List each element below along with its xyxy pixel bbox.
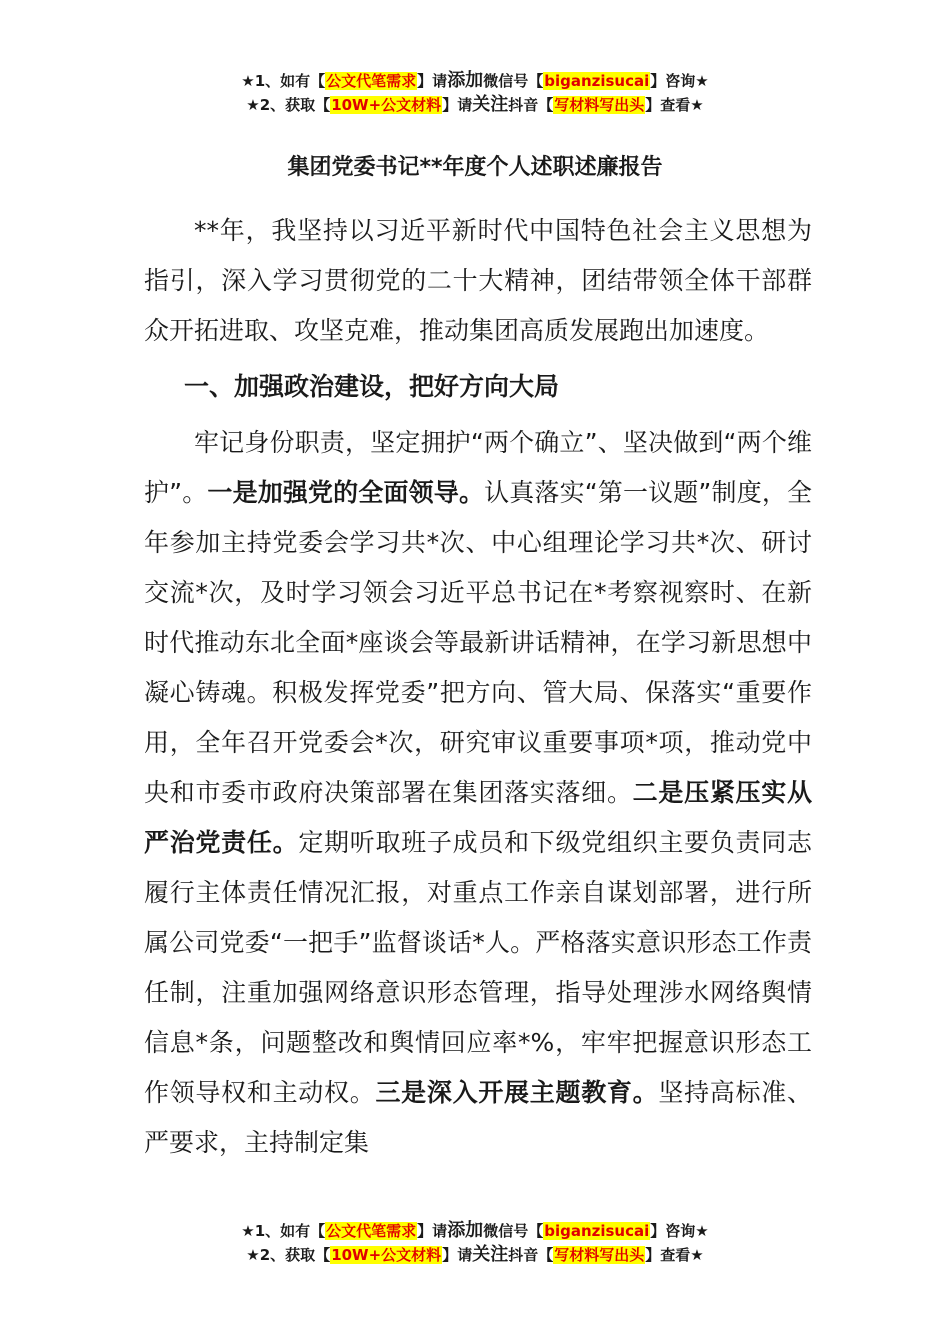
highlight-materials: 10W+公文材料 bbox=[331, 1246, 442, 1264]
banner-line-2-bottom: ★2、获取【10W+公文材料】请关注抖音【写材料写出头】查看★ bbox=[246, 1244, 704, 1265]
banner-line-1: ★1、如有【公文代笔需求】请添加微信号【biganzisucai】咨询★ bbox=[241, 70, 709, 91]
point-1-heading: 一是加强党的全面领导。 bbox=[207, 478, 485, 507]
section-heading-1: 一、加强政治建设，把好方向大局 bbox=[184, 372, 560, 401]
top-banner bbox=[0, 69, 950, 117]
bottom-banner bbox=[0, 1219, 950, 1267]
highlight-douyin-id: 写材料写出头 bbox=[554, 96, 645, 114]
banner-line-2: ★2、获取【10W+公文材料】请关注抖音【写材料写出头】查看★ bbox=[246, 94, 704, 115]
intro-paragraph: **年，我坚持以习近平新时代中国特色社会主义思想为指引，深入学习贯彻党的二十大精神，团结带领全体干部群众开拓进取、攻坚克难，推动集团高质发展跑出加速度。 bbox=[144, 216, 812, 345]
document-body bbox=[144, 206, 812, 1168]
document-title: 集团党委书记**年度个人述职述廉报告 bbox=[287, 155, 663, 180]
point-3-heading: 三是深入开展主题教育。 bbox=[375, 1078, 659, 1107]
highlight-service: 公文代笔需求 bbox=[326, 1222, 417, 1240]
highlight-wechat-id: biganzisucai bbox=[544, 1222, 650, 1240]
section-1-paragraph: 牢记身份职责，坚定拥护“两个确立”、坚决做到“两个维护”。一是加强党的全面领导。认真落实“第一议题”制度，全年参加主持党委会学习共*次、中心组理论学习共*次、研讨交流*次，及时学习领会习近平总书记在*考察视察时、在新时代推动东北全面*座谈会等最新讲话精神，在学习新思想中凝心铸魂。积极发挥党委”把方向、管大局、保落实“重要作用，全年召开党委会*次，研究审议重要事项*项，推动党中央和市委市政府决策部署在集团落实落细。二是压紧压实从严治党责任。定期听取班子成员和下级党组织主要负责同志履行主体责任情况汇报，对重点工作亲自谋划部署，进行所属公司党委“一把手”监督谈话*人。严格落实意识形态工作责任制，注重加强网络意识形态管理，指导处理涉水网络舆情信息*条，问题整改和舆情回应率*%，牢牢把握意识形态工作领导权和主动权。三是深入开展主题教育。坚持高标准、严要求，主持制定集 bbox=[144, 428, 812, 1157]
point-2-heading: 二是压紧压实从严治党责任。 bbox=[144, 778, 812, 857]
highlight-douyin-id: 写材料写出头 bbox=[554, 1246, 645, 1264]
banner-line-1-bottom: ★1、如有【公文代笔需求】请添加微信号【biganzisucai】咨询★ bbox=[241, 1220, 709, 1241]
highlight-materials: 10W+公文材料 bbox=[331, 96, 442, 114]
highlight-service: 公文代笔需求 bbox=[326, 72, 417, 90]
highlight-wechat-id: biganzisucai bbox=[544, 72, 650, 90]
